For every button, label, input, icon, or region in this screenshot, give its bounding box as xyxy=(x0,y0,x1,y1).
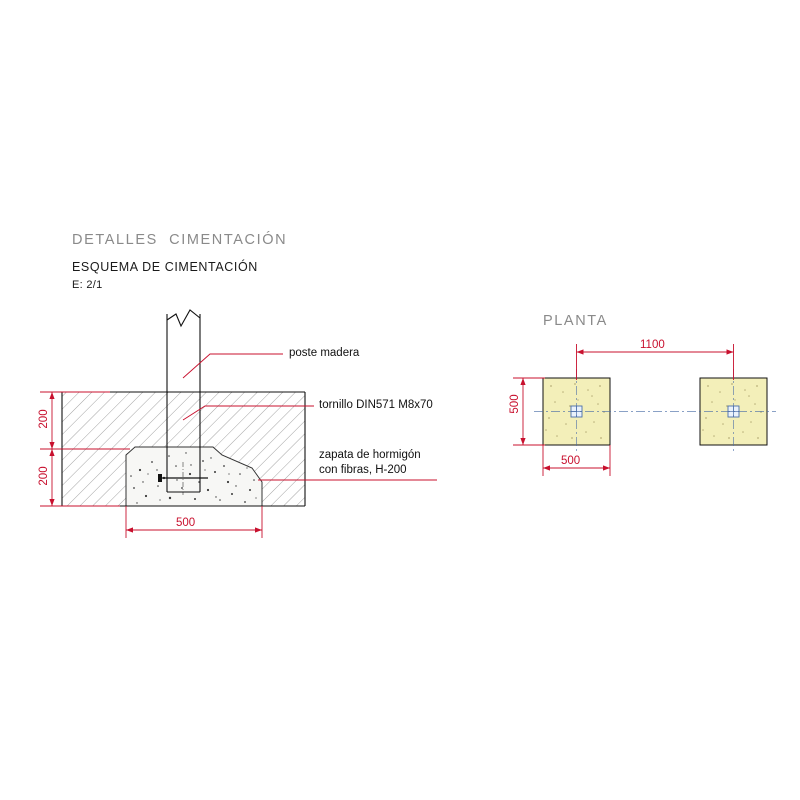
drawing-subtitle: ESQUEMA DE CIMENTACIÓN xyxy=(72,260,258,274)
label-zapata-line1: zapata de hormigón xyxy=(319,449,421,461)
dim-depth-lower: 200 xyxy=(38,466,50,486)
dim-plan-spacing: 1100 xyxy=(640,339,665,351)
dim-plan-pad-height: 500 xyxy=(509,394,521,414)
dim-depth-upper: 200 xyxy=(38,409,50,429)
label-tornillo: tornillo DIN571 M8x70 xyxy=(319,399,433,411)
dim-plan-pad-width: 500 xyxy=(561,455,581,467)
label-poste-madera: poste madera xyxy=(289,347,360,359)
plan-title: PLANTA xyxy=(543,313,608,329)
dim-footing-width: 500 xyxy=(176,517,196,529)
label-zapata-line2: con fibras, H-200 xyxy=(319,464,407,476)
drawing-scale: E: 2/1 xyxy=(72,279,103,291)
drawing-title: DETALLES CIMENTACIÓN xyxy=(72,232,288,248)
